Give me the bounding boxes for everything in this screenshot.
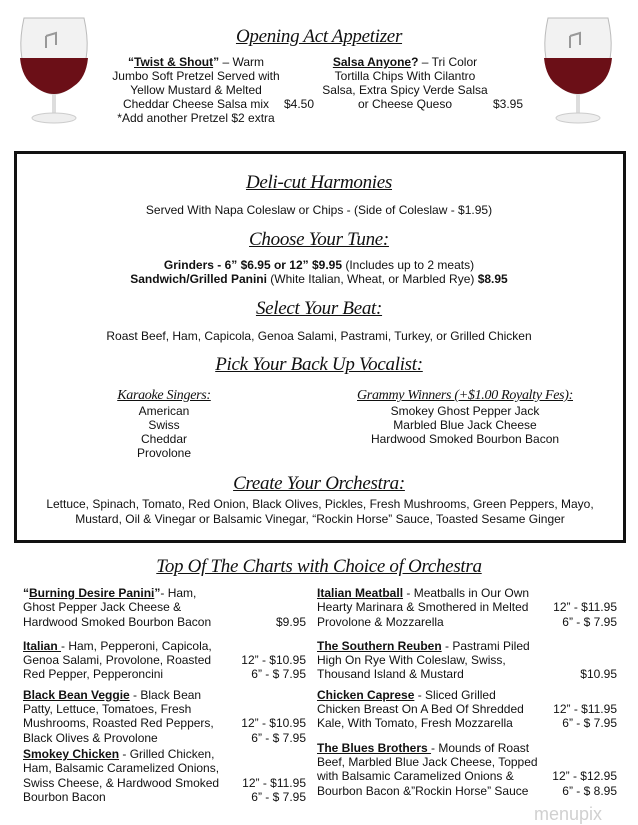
cheese: American [138,404,190,418]
sandwich-item [23,586,306,629]
item-desc: - Ham, Ghost Pepper Jack Cheese & Hardwood Smoked Bourbon Bacon [23,586,212,629]
right-column [317,586,617,798]
cheese: Swiss [148,418,180,432]
item-desc: - Pastrami Piled High On Rye With Coleslaw, Swiss, Thousand Island & Mustard [317,638,530,682]
item-name: The Blues Brothers [317,740,432,755]
karaoke-list [84,388,244,460]
item-price: $9.95 [275,614,306,629]
sandwich-item [23,747,306,804]
item-name: The Southern Reuben [317,638,442,653]
item-note: *Add another Pretzel $2 extra [117,111,275,125]
item-text [23,688,223,745]
appetizer-title: Opening Act Appetizer [235,26,403,47]
panini-label: Sandwich/Grilled Panini [130,272,267,286]
panini-price: $8.95 [477,272,508,286]
item-desc: - Sliced Grilled Chicken Breast On A Bed Of Shredded Kale, With Tomato, Fresh Mozzarella [317,687,524,731]
item-price: 12” - $11.95 6” - $ 7.95 [242,775,306,804]
served-with: Served With Napa Coleslaw or Chips - (Side of Coleslaw - $1.95) [145,203,493,217]
panini-note: (White Italian, Wheat, or Marbled Rye) [266,272,478,286]
premium-topping: Hardwood Smoked Bourbon Bacon [370,432,560,446]
panini-line [0,272,638,286]
sandwich-item [317,639,617,682]
grinders-line [0,258,638,272]
vocalist-title: Pick Your Back Up Vocalist: [215,354,423,375]
sandwich-item [317,586,617,629]
grinders-price: Grinders - 6” $6.95 or 12” $9.95 [163,258,343,272]
item-text [317,586,542,629]
item-desc: - Black Bean Patty, Lettuce, Tomatoes, Fresh Mushrooms, Roasted Red Peppers, Black Olives & Provolone [23,687,214,745]
quote: “ [128,55,134,69]
orchestra-title: Create Your Orchestra: [233,473,405,494]
item-desc: - Mounds of Roast Beef, Marbled Blue Jack Cheese, Topped with Balsamic Caramelized Onions & Bourbon Bacon &”Rockin Horse” Sauce [317,740,538,798]
grammy-title: Grammy Winners (+$1.00 Royalty Fes): [357,388,573,403]
punct: ? [411,55,419,69]
watermark: menupix [534,804,603,824]
item-name: Salsa Anyone [332,55,412,69]
tune-title: Choose Your Tune: [249,229,389,250]
cheese: Cheddar [140,432,188,446]
item-name: Burning Desire Panini [29,586,155,600]
quote: ” [154,586,161,600]
item-text [317,741,542,798]
grammy-list [330,388,600,446]
deli-title: Deli-cut Harmonies [245,172,393,193]
item-desc: - Grilled Chicken, Ham, Balsamic Caramelized Onions, Swiss Cheese, & Hardwood Smoked Bourbon Bacon [23,746,220,804]
grinders-note: (Includes up to 2 meats) [342,258,475,272]
sandwich-item [23,639,306,682]
sandwich-item [317,688,617,731]
beat-title: Select Your Beat: [255,298,383,319]
item-text [317,688,542,731]
item-price: $3.95 [493,97,524,111]
item-price: 12” - $11.95 6” - $ 7.95 [553,702,617,731]
premium-topping: Smokey Ghost Pepper Jack [390,404,540,418]
item-name: Smokey Chicken [23,746,120,761]
item-desc: – Tri Color Tortilla Chips With Cilantro Salsa, Extra Spicy Verde Salsa or Cheese Queso [322,55,488,111]
item-desc: – Warm Jumbo Soft Pretzel Served with Yellow Mustard & Melted Cheddar Cheese Salsa mix [112,55,280,111]
charts-title: Top Of The Charts with Choice of Orchestra [156,556,482,577]
item-name: Italian [23,638,62,653]
appetizer-item [322,55,488,111]
sandwich-item [317,741,617,798]
item-price: 12” - $12.95 6” - $ 8.95 [552,769,617,798]
item-text [23,747,223,804]
left-column [23,586,306,804]
orchestra-toppings: Lettuce, Spinach, Tomato, Red Onion, Black Olives, Pickles, Fresh Mushrooms, Green Peppers, Mayo, Mustard, Oil & Vinegar or Balsamic Vinegar, “Rockin Horse” Sauce, Toasted Sesame Ginger [46,497,594,526]
item-name: Chicken Caprese [317,687,415,702]
item-desc: - Meatballs in Our Own Hearty Marinara & Smothered in Melted Provolone & Mozzarella [317,586,530,629]
premium-topping: Marbled Blue Jack Cheese [393,418,537,432]
cheese: Provolone [136,446,192,460]
appetizer-item [112,55,280,125]
item-desc: - Ham, Pepperoni, Capicola, Genoa Salami, Provolone, Roasted Red Pepper, Pepperoncini [23,638,212,682]
item-price: 12” - $10.95 6” - $ 7.95 [241,653,306,682]
item-name: Black Bean Veggie [23,687,130,702]
item-price: $4.50 [284,97,315,111]
item-price: 12” - $11.95 6” - $ 7.95 [553,600,617,629]
sandwich-item [23,688,306,745]
item-text [23,586,223,629]
item-price: $10.95 [580,667,617,682]
item-name: Twist & Shout [134,55,214,69]
item-price: 12” - $10.95 6” - $ 7.95 [241,716,306,745]
item-name: Italian Meatball [317,586,404,600]
item-text [317,639,542,682]
item-text [23,639,223,682]
meats: Roast Beef, Ham, Capicola, Genoa Salami, Pastrami, Turkey, or Grilled Chicken [106,329,532,343]
karaoke-title: Karaoke Singers: [117,388,211,403]
quote: ” [213,55,220,69]
quote: “ [23,586,29,600]
